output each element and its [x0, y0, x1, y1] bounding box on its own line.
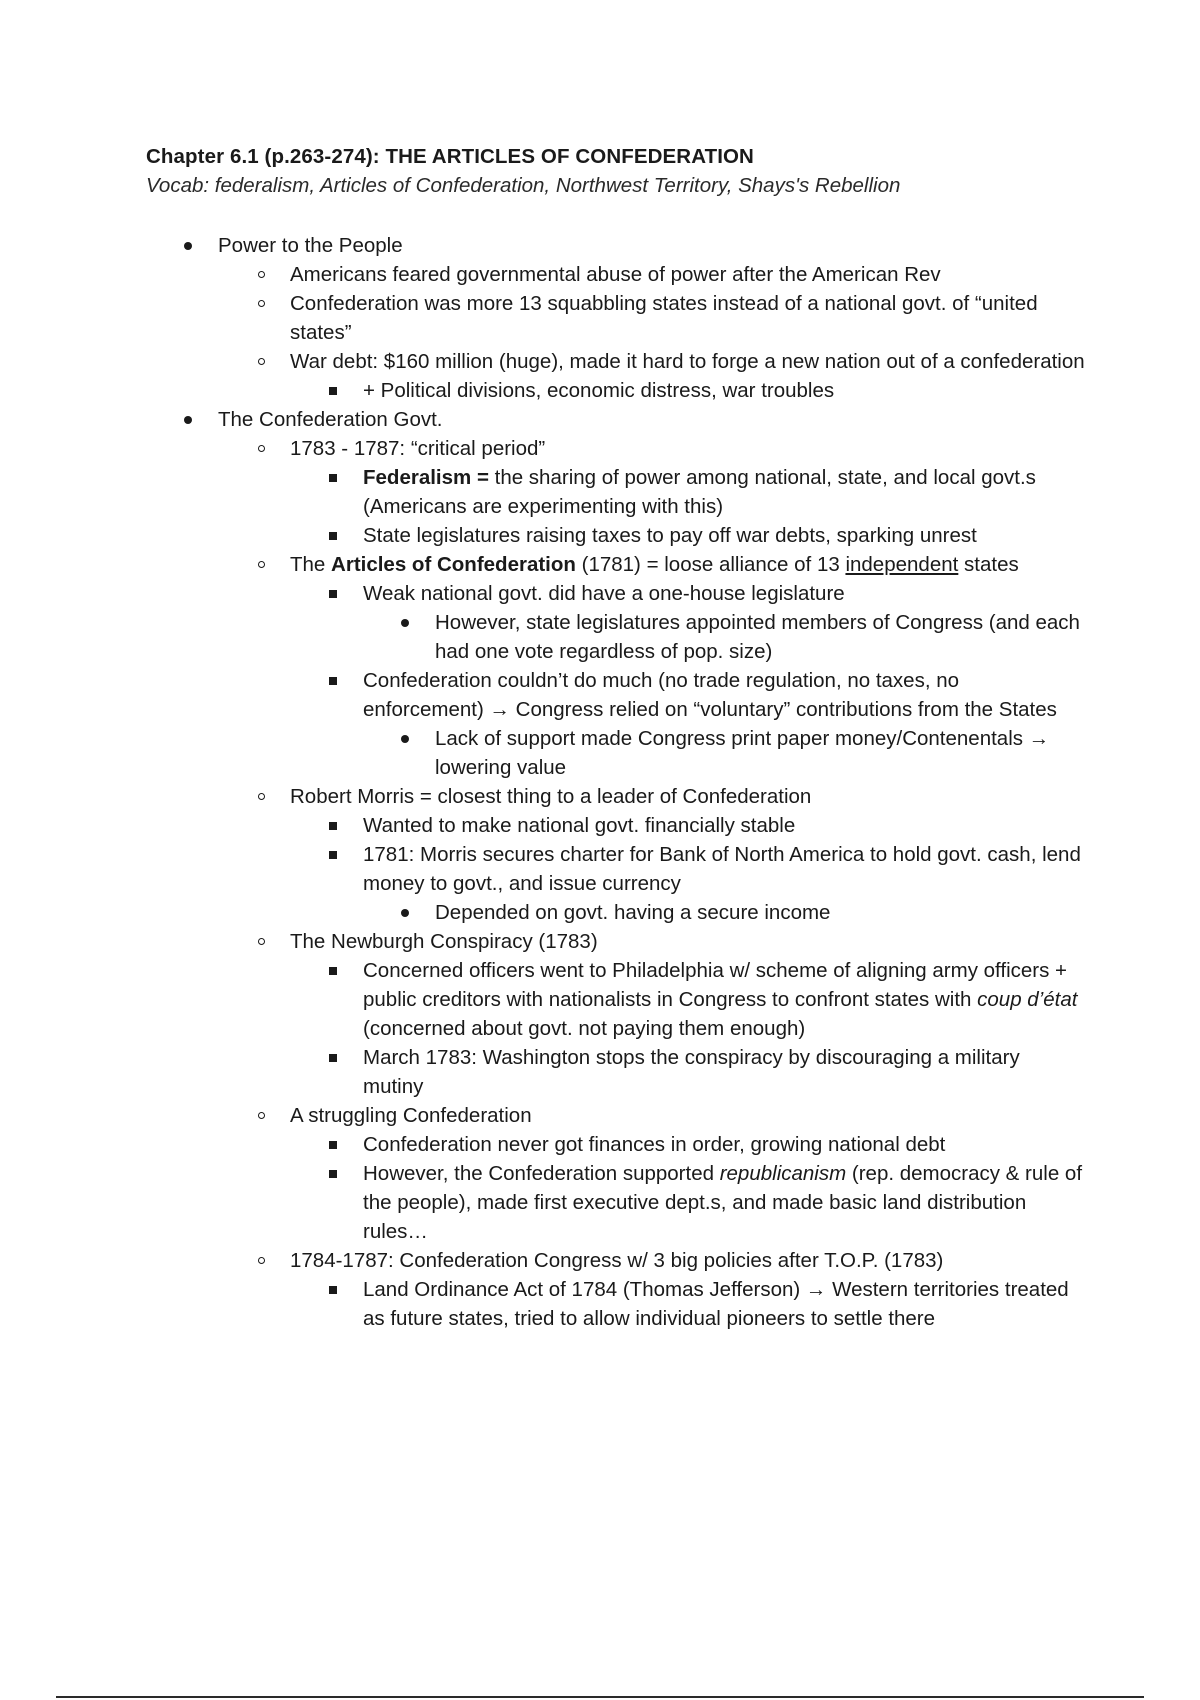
list-item-text: Power to the People — [218, 234, 403, 257]
list-item — [0, 434, 1200, 463]
list-item-text: The Newburgh Conspiracy (1783) — [290, 930, 598, 953]
list-item-text: 1784-1787: Confederation Congress w/ 3 big policies after T.O.P. (1783) — [290, 1249, 944, 1272]
list-item — [0, 579, 1200, 608]
bullet-icon — [254, 434, 268, 463]
list-item-text — [290, 550, 1090, 579]
text-fragment: (1781) = loose alliance of 13 — [575, 553, 846, 576]
list-item — [0, 898, 1200, 927]
list-item-text — [363, 1159, 1083, 1246]
text-fragment: states — [958, 553, 1019, 576]
list-item — [0, 521, 1200, 550]
list-item — [0, 289, 1200, 347]
list-item-text: A struggling Confederation — [290, 1104, 532, 1127]
list-item — [0, 1275, 1200, 1333]
bullet-icon — [181, 405, 195, 434]
bullet-icon — [326, 1130, 340, 1159]
bullet-icon — [254, 1246, 268, 1275]
bullet-icon — [326, 463, 340, 492]
bullet-icon — [326, 521, 340, 550]
text-fragment: The — [290, 553, 332, 576]
list-item — [0, 608, 1200, 666]
list-item-text: War debt: $160 million (huge), made it hard to forge a new nation out of a confederation — [290, 350, 1085, 373]
bullet-icon — [254, 1101, 268, 1130]
list-item — [0, 1101, 1200, 1130]
list-item-text: Confederation couldn’t do much (no trade regulation, no taxes, no enforcement) → Congress relied on “voluntary” contributions from the States — [363, 669, 1057, 721]
list-item — [0, 956, 1200, 1043]
list-item-text: Confederation was more 13 squabbling states instead of a national govt. of “united states” — [290, 292, 1038, 344]
bullet-icon — [326, 811, 340, 840]
bullet-icon — [398, 608, 412, 637]
list-item — [0, 1246, 1200, 1275]
footer-divider — [56, 1696, 1144, 1698]
bullet-icon — [181, 231, 195, 260]
bullet-icon — [254, 260, 268, 289]
list-item — [0, 231, 1200, 260]
bullet-icon — [326, 579, 340, 608]
bullet-icon — [326, 840, 340, 869]
chapter-title: Chapter 6.1 (p.263-274): THE ARTICLES OF CONFEDERATION — [146, 145, 754, 168]
bullet-icon — [254, 347, 268, 376]
list-item — [0, 347, 1200, 376]
bullet-icon — [254, 289, 268, 318]
list-item — [0, 840, 1200, 898]
list-item-text: Wanted to make national govt. financially stable — [363, 814, 796, 837]
underlined-word: independent — [845, 553, 959, 576]
list-item-text: State legislatures raising taxes to pay off war debts, sparking unrest — [363, 524, 977, 547]
list-item-text: 1781: Morris secures charter for Bank of North America to hold govt. cash, lend money to govt., and issue currency — [363, 843, 1081, 895]
bullet-icon — [398, 724, 412, 753]
list-item-text: Confederation never got finances in order, growing national debt — [363, 1133, 946, 1156]
bullet-icon — [254, 927, 268, 956]
list-item — [0, 1043, 1200, 1101]
bullet-icon — [326, 1275, 340, 1304]
term-articles-of-confederation: Articles of Confederation — [331, 553, 576, 576]
list-item-text: Depended on govt. having a secure income — [435, 901, 831, 924]
list-item — [0, 927, 1200, 956]
bullet-icon — [254, 782, 268, 811]
list-item — [0, 463, 1200, 521]
bullet-icon — [326, 1043, 340, 1072]
bullet-icon — [326, 666, 340, 695]
list-item-text: Land Ordinance Act of 1784 (Thomas Jefferson) → Western territories treated as future states, tried to allow individual pioneers to settle there — [363, 1278, 1069, 1330]
list-item-text: However, state legislatures appointed members of Congress (and each had one vote regardless of pop. size) — [435, 611, 1080, 663]
text-fragment: Concerned officers went to Philadelphia w/ scheme of aligning army officers + public creditors with nationalists in Congress to confront states with — [363, 959, 1068, 1011]
list-item — [0, 724, 1200, 782]
text-fragment: However, the Confederation supported — [363, 1162, 720, 1185]
list-item — [0, 405, 1200, 434]
text-fragment: (rep. democracy & rule of the people), made first executive dept.s, and made basic land distribution rules… — [363, 1162, 1083, 1243]
term-federalism: Federalism = — [363, 466, 489, 489]
list-item-text — [363, 956, 1083, 1043]
list-item-text: Robert Morris = closest thing to a leader of Confederation — [290, 785, 812, 808]
list-item — [0, 666, 1200, 724]
list-item — [0, 260, 1200, 289]
list-item-text: Americans feared governmental abuse of power after the American Rev — [290, 263, 941, 286]
bullet-icon — [398, 898, 412, 927]
text-fragment: (concerned about govt. not paying them enough) — [363, 1017, 806, 1040]
notes-outline — [0, 231, 1200, 1333]
italic-term: republicanism — [719, 1162, 847, 1185]
list-item-text: + Political divisions, economic distress, war troubles — [363, 379, 835, 402]
bullet-icon — [326, 956, 340, 985]
italic-term: coup d’état — [977, 988, 1078, 1011]
definition-text: the sharing of power among national, state, and local govt.s (Americans are experimenting with this) — [363, 466, 1036, 518]
list-item-text: Weak national govt. did have a one-house legislature — [363, 582, 845, 605]
bullet-icon — [254, 550, 268, 579]
list-item-text: The Confederation Govt. — [218, 408, 443, 431]
list-item-text — [363, 463, 1083, 521]
vocab-line: Vocab: federalism, Articles of Confederation, Northwest Territory, Shays's Rebellion — [146, 174, 901, 197]
list-item-text: 1783 - 1787: “critical period” — [290, 437, 546, 460]
bullet-icon — [326, 1159, 340, 1188]
list-item — [0, 782, 1200, 811]
bullet-icon — [326, 376, 340, 405]
list-item — [0, 1159, 1200, 1246]
list-item — [0, 550, 1200, 579]
list-item-text: Lack of support made Congress print paper money/Contenentals → lowering value — [435, 727, 1050, 779]
list-item-text: March 1783: Washington stops the conspiracy by discouraging a military mutiny — [363, 1046, 1020, 1098]
list-item — [0, 811, 1200, 840]
list-item — [0, 376, 1200, 405]
list-item — [0, 1130, 1200, 1159]
